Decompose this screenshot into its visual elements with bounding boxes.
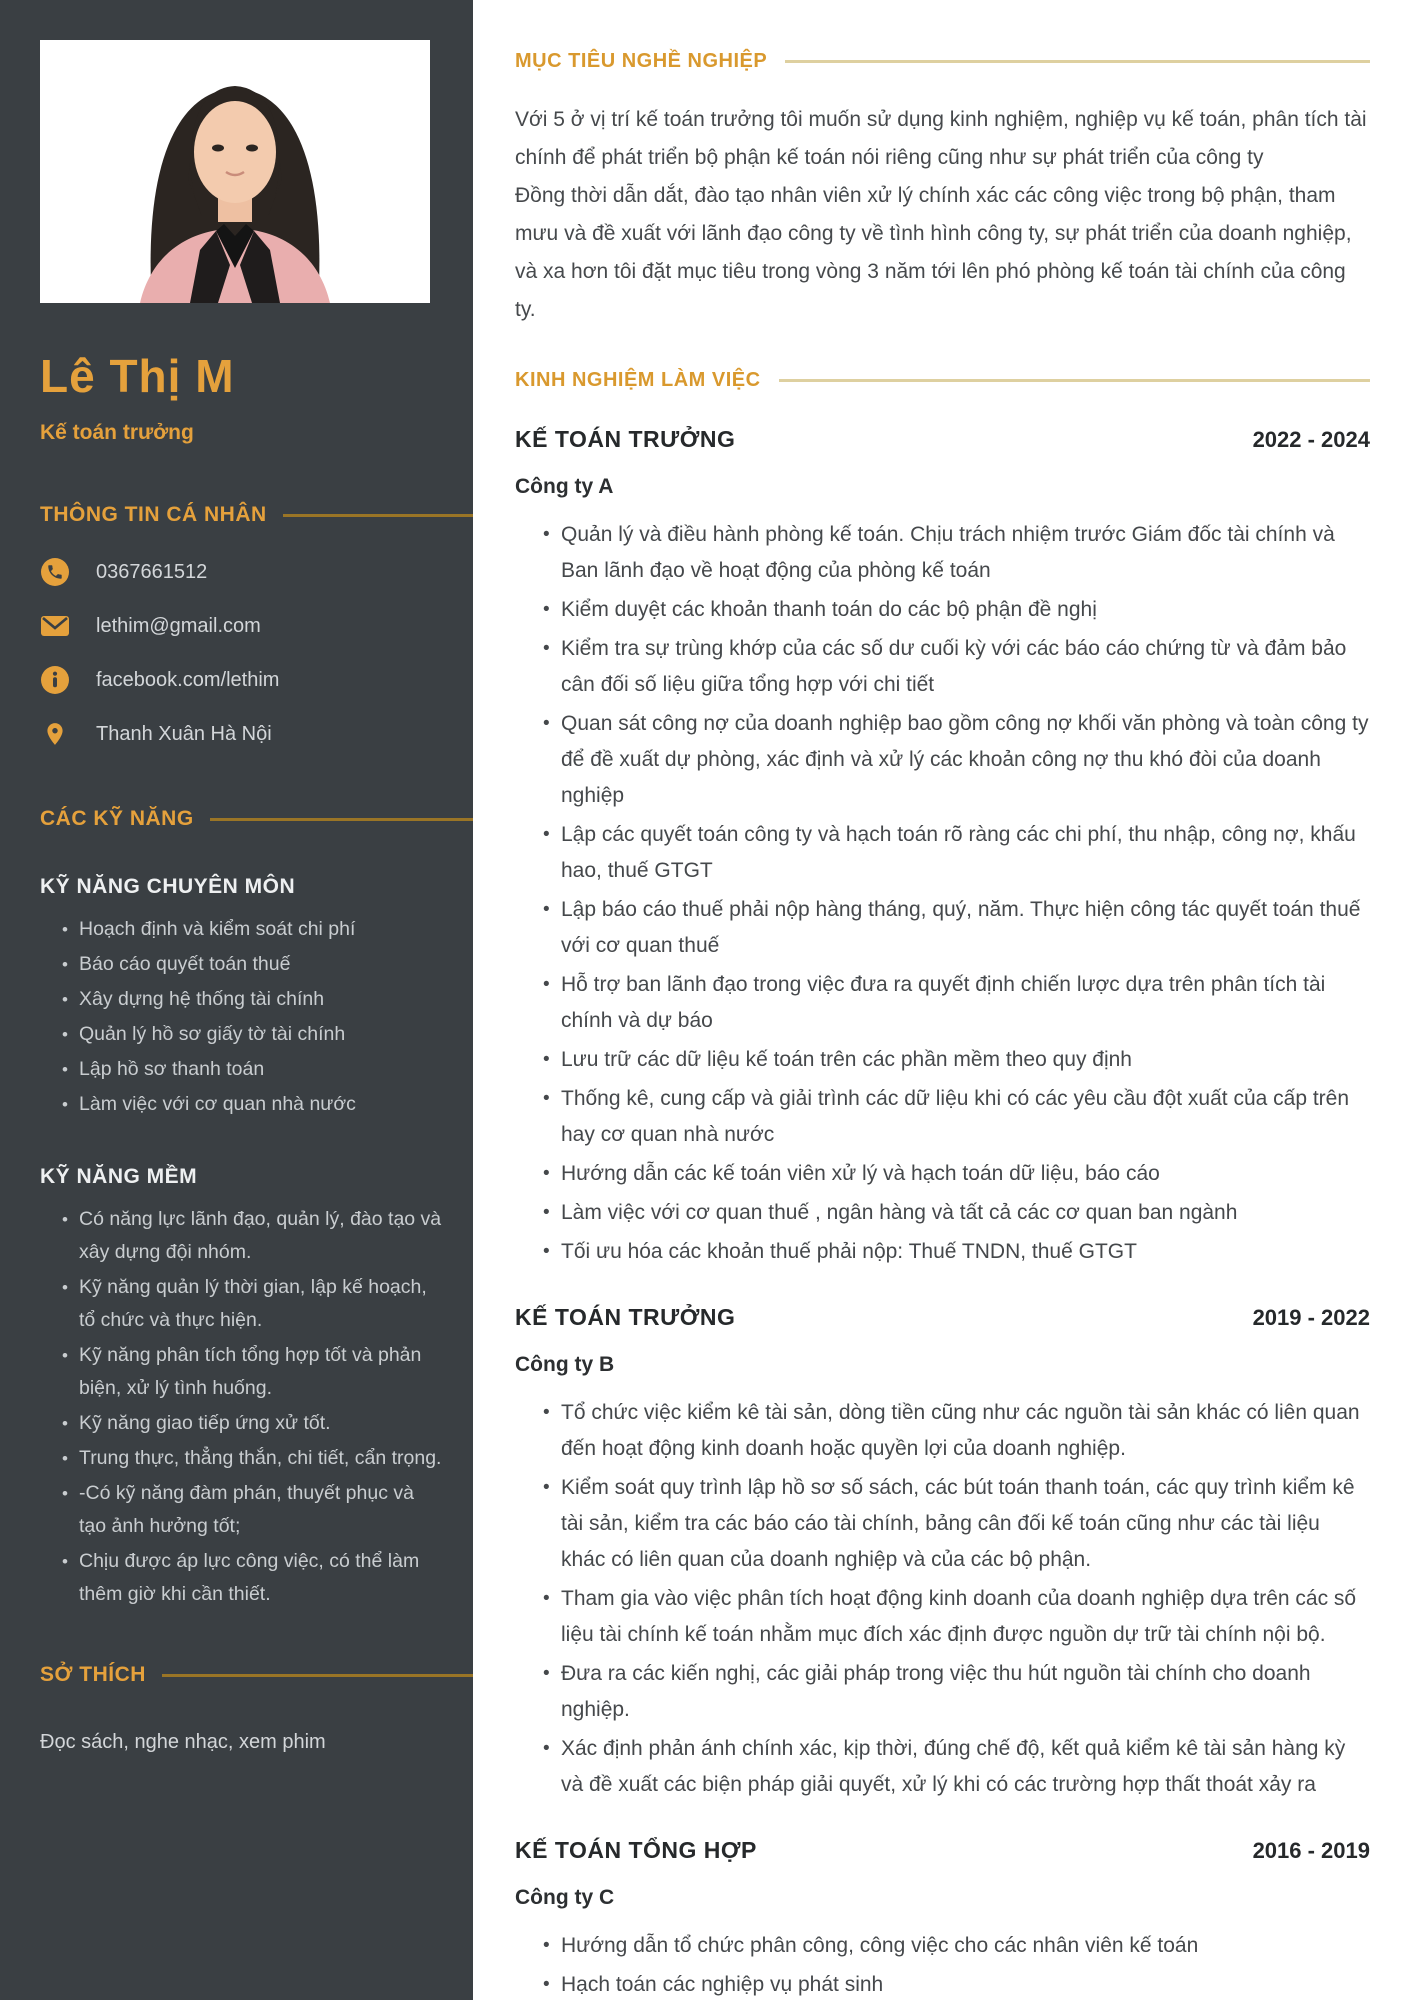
skill-item: • Trung thực, thẳng thắn, chi tiết, cẩn trọng.: [62, 1442, 443, 1475]
job-bullet: • Xác định phản ánh chính xác, kịp thời, đúng chế độ, kết quả kiểm kê tài sản hàng kỳ và đề xuất các biện pháp giải quyết, xử lý khi có các trường hợp thất thoát xảy ra: [543, 1731, 1370, 1803]
skill-item: • Kỹ năng giao tiếp ứng xử tốt.: [62, 1407, 443, 1440]
job-title: KẾ TOÁN TỔNG HỢP: [515, 1837, 757, 1863]
contact-row-address: [40, 719, 473, 749]
interests-section-header: [40, 1663, 473, 1687]
job-company: Công ty A: [515, 475, 614, 498]
location-pin-icon: [40, 719, 70, 749]
job-bullet: • Hướng dẫn tổ chức phân công, công việc cho các nhân viên kế toán: [543, 1928, 1370, 1964]
job-bullet: • Lập các quyết toán công ty và hạch toán rõ ràng các chi phí, thu nhập, công nợ, khấu hao, thuế GTGT: [543, 817, 1370, 889]
objective-paragraph: Đồng thời dẫn dắt, đào tạo nhân viên xử lý chính xác các công việc trong bộ phận, tham mưu và đề xuất với lãnh đạo công ty về tình hình công ty, sự phát triển của doanh nghiệp, và xa hơn tôi đặt mục tiêu trong vòng 3 năm tới lên phó phòng kế toán tài chính của công ty.: [515, 184, 1352, 321]
job-bullet-list: [515, 517, 1370, 1270]
facebook-value[interactable]: facebook.com/lethim: [96, 668, 280, 691]
job-bullet: • Thống kê, cung cấp và giải trình các dữ liệu khi có các yêu cầu đột xuất của cấp trên hay cơ quan nhà nước: [543, 1081, 1370, 1153]
job-header: [515, 1304, 1370, 1331]
skill-item: • Quản lý hồ sơ giấy tờ tài chính: [62, 1018, 443, 1051]
heading-divider-line: [785, 60, 1370, 63]
skill-item: • Báo cáo quyết toán thuế: [62, 948, 443, 981]
person-job-title: Kế toán trưởng: [40, 421, 194, 444]
heading-divider-line: [162, 1674, 473, 1677]
phone-value: 0367661512: [96, 560, 208, 583]
job-header: [515, 1837, 1370, 1864]
job-entry: [515, 1304, 1370, 1803]
sidebar: [0, 0, 473, 2000]
profile-photo-image: [40, 40, 430, 303]
job-bullet: • Tối ưu hóa các khoản thuế phải nộp: Thuế TNDN, thuế GTGT: [543, 1234, 1370, 1270]
job-title: KẾ TOÁN TRƯỞNG: [515, 426, 736, 452]
personal-info-heading: THÔNG TIN CÁ NHÂN: [40, 503, 267, 526]
contact-row-phone: [40, 557, 473, 587]
experience-section: [515, 369, 1370, 2000]
skill-item: • Làm việc với cơ quan nhà nước: [62, 1088, 443, 1121]
address-value: Thanh Xuân Hà Nội: [96, 722, 272, 745]
job-bullet: • Đưa ra các kiến nghị, các giải pháp trong việc thu hút nguồn tài chính cho doanh nghiệp.: [543, 1656, 1370, 1728]
job-company: Công ty B: [515, 1353, 615, 1376]
job-entry: [515, 1837, 1370, 2000]
main-content: [473, 0, 1414, 2000]
job-entry: [515, 426, 1370, 1270]
skill-item: • Lập hồ sơ thanh toán: [62, 1053, 443, 1086]
skills-section-header: [40, 807, 473, 831]
experience-heading: KINH NGHIỆM LÀM VIỆC: [515, 369, 761, 391]
contact-row-email[interactable]: [40, 611, 473, 641]
heading-divider-line: [210, 818, 473, 821]
job-bullet: • Tham gia vào việc phân tích hoạt động kinh doanh của doanh nghiệp dựa trên các số liệu tài chính kế toán nhằm mục đích xác định được nguồn dự trữ tài chính nội bộ.: [543, 1581, 1370, 1653]
objective-paragraph: Với 5 ở vị trí kế toán trưởng tôi muốn sử dụng kinh nghiệm, nghiệp vụ kế toán, phân tích tài chính để phát triển bộ phận kế toán nói riêng cũng như sự phát triển của công ty: [515, 108, 1367, 169]
job-bullet: • Hỗ trợ ban lãnh đạo trong việc đưa ra quyết định chiến lược dựa trên phân tích tài chính và dự báo: [543, 967, 1370, 1039]
job-company: Công ty C: [515, 1886, 615, 1909]
skill-item: • Xây dựng hệ thống tài chính: [62, 983, 443, 1016]
heading-divider-line: [283, 514, 473, 517]
skills-heading: CÁC KỸ NĂNG: [40, 807, 194, 830]
job-bullet: • Lưu trữ các dữ liệu kế toán trên các phần mềm theo quy định: [543, 1042, 1370, 1078]
heading-divider-line: [779, 379, 1370, 382]
phone-icon: [40, 557, 70, 587]
interests-heading: SỞ THÍCH: [40, 1663, 146, 1686]
skill-item: • Chịu được áp lực công việc, có thể làm thêm giờ khi cần thiết.: [62, 1545, 443, 1611]
job-title: KẾ TOÁN TRƯỞNG: [515, 1304, 736, 1330]
job-bullet: • Hạch toán các nghiệp vụ phát sinh: [543, 1967, 1370, 2000]
job-period: 2019 - 2022: [1252, 1305, 1370, 1330]
email-icon: [40, 611, 70, 641]
contact-row-facebook[interactable]: [40, 665, 473, 695]
skill-item: • Kỹ năng phân tích tổng hợp tốt và phản biện, xử lý tình huống.: [62, 1339, 443, 1405]
objective-heading: MỤC TIÊU NGHỀ NGHIỆP: [515, 50, 768, 72]
email-value[interactable]: lethim@gmail.com: [96, 614, 261, 637]
job-bullet: • Kiểm duyệt các khoản thanh toán do các bộ phận đề nghị: [543, 592, 1370, 628]
skill-item: • Hoạch định và kiểm soát chi phí: [62, 913, 443, 946]
professional-skills-title: KỸ NĂNG CHUYÊN MÔN: [40, 875, 296, 898]
objective-section: [515, 50, 1370, 329]
interests-text: Đọc sách, nghe nhạc, xem phim: [40, 1731, 326, 1753]
person-name: Lê Thị M: [40, 350, 235, 402]
skill-item: • Có năng lực lãnh đạo, quản lý, đào tạo và xây dựng đội nhóm.: [62, 1203, 443, 1269]
job-bullet: • Kiểm tra sự trùng khớp của các số dư cuối kỳ với các báo cáo chứng từ và đảm bảo cân đối số liệu giữa tổng hợp với chi tiết: [543, 631, 1370, 703]
profile-photo: [40, 40, 430, 303]
skill-item: • -Có kỹ năng đàm phán, thuyết phục và tạo ảnh hưởng tốt;: [62, 1477, 443, 1543]
contact-list: [40, 557, 473, 749]
job-bullet: • Lập báo cáo thuế phải nộp hàng tháng, quý, năm. Thực hiện công tác quyết toán thuế với cơ quan thuế: [543, 892, 1370, 964]
professional-skills-list: [62, 913, 443, 1121]
job-bullet: • Quản lý và điều hành phòng kế toán. Chịu trách nhiệm trước Giám đốc tài chính và Ban lãnh đạo về hoạt động của phòng kế toán: [543, 517, 1370, 589]
skill-item: • Kỹ năng quản lý thời gian, lập kế hoạch, tổ chức và thực hiện.: [62, 1271, 443, 1337]
job-bullet-list: [515, 1928, 1370, 2000]
job-period: 2016 - 2019: [1252, 1838, 1370, 1863]
job-bullet-list: [515, 1395, 1370, 1803]
job-period: 2022 - 2024: [1252, 427, 1370, 452]
info-icon: [40, 665, 70, 695]
job-bullet: • Tổ chức việc kiểm kê tài sản, dòng tiền cũng như các nguồn tài sản khác có liên quan đến hoạt động kinh doanh hoặc quyền lợi của doanh nghiệp.: [543, 1395, 1370, 1467]
job-bullet: • Hướng dẫn các kế toán viên xử lý và hạch toán dữ liệu, báo cáo: [543, 1156, 1370, 1192]
personal-info-section-header: [40, 503, 473, 527]
objective-section-header: [515, 50, 1370, 73]
job-bullet: • Làm việc với cơ quan thuế , ngân hàng và tất cả các cơ quan ban ngành: [543, 1195, 1370, 1231]
experience-section-header: [515, 369, 1370, 392]
job-bullet: • Kiểm soát quy trình lập hồ sơ số sách, các bút toán thanh toán, các quy trình kiểm kê tài sản, kiểm tra các báo cáo tài chính, bảng cân đối kế toán cũng như các tài liệu khác có liên quan của doanh nghiệp và của các bộ phận.: [543, 1470, 1370, 1578]
job-header: [515, 426, 1370, 453]
soft-skills-title: KỸ NĂNG MỀM: [40, 1165, 198, 1188]
soft-skills-list: [62, 1203, 443, 1611]
job-bullet: • Quan sát công nợ của doanh nghiệp bao gồm công nợ khối văn phòng và toàn công ty để đề xuất dự phòng, xác định và xử lý các khoản công nợ thu khó đòi của doanh nghiệp: [543, 706, 1370, 814]
